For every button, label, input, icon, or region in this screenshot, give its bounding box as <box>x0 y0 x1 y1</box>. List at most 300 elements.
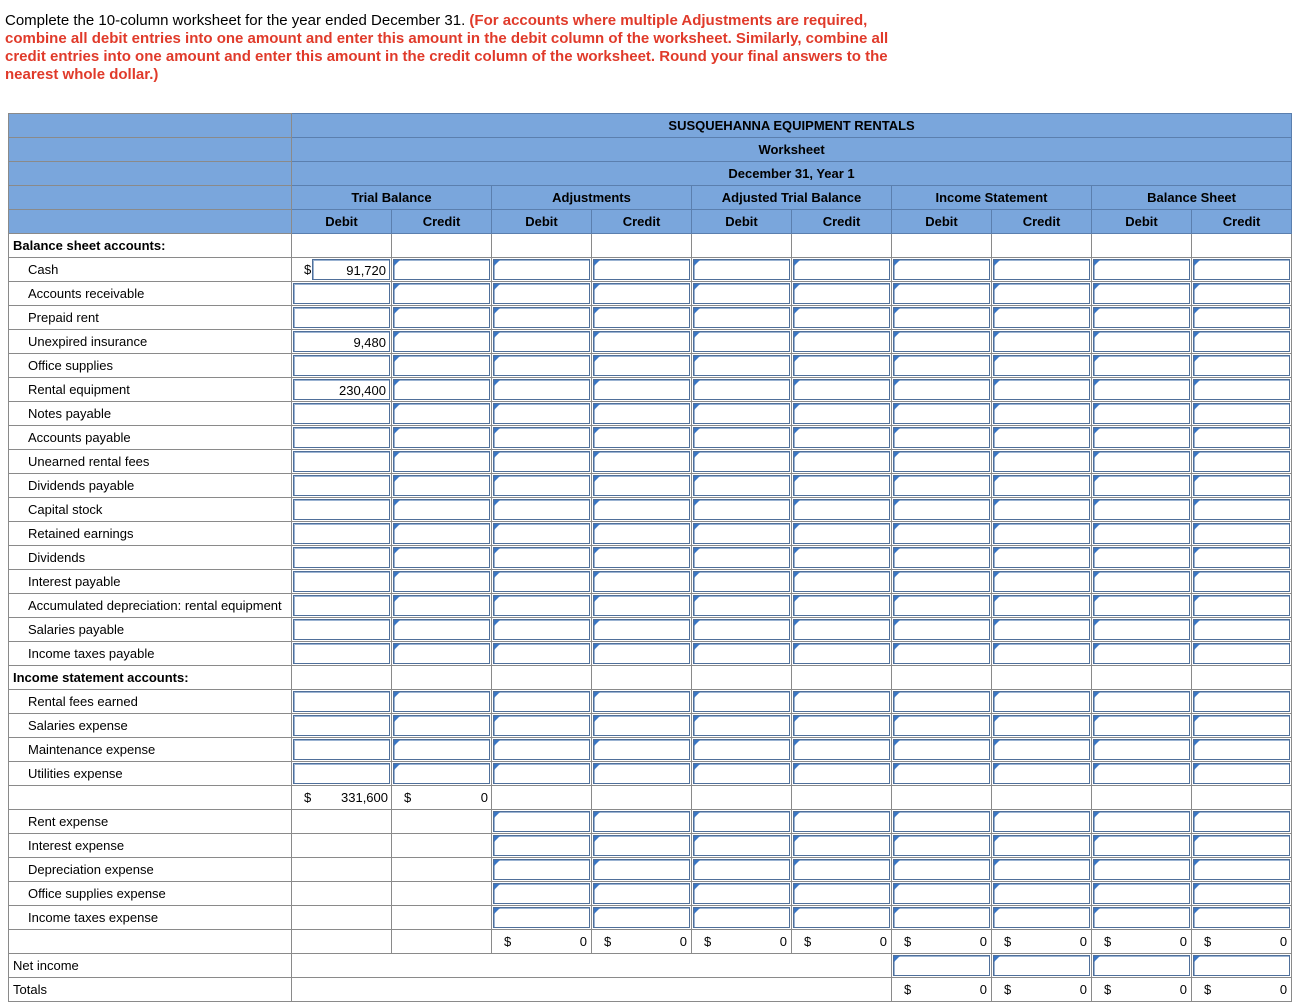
amount-input[interactable] <box>993 763 1090 784</box>
entry-cell[interactable] <box>692 258 792 282</box>
amount-input[interactable] <box>1093 763 1190 784</box>
entry-cell[interactable] <box>1092 738 1192 762</box>
entry-cell[interactable] <box>1092 306 1192 330</box>
amount-input[interactable] <box>793 835 890 856</box>
amount-input[interactable] <box>693 331 790 352</box>
amount-input[interactable] <box>1193 523 1290 544</box>
amount-input[interactable] <box>293 331 390 352</box>
entry-cell[interactable] <box>792 498 892 522</box>
amount-input[interactable] <box>793 811 890 832</box>
amount-input[interactable] <box>1193 715 1290 736</box>
entry-cell[interactable] <box>1192 618 1292 642</box>
entry-cell[interactable] <box>692 618 792 642</box>
entry-cell[interactable] <box>592 762 692 786</box>
amount-input[interactable] <box>493 859 590 880</box>
entry-cell[interactable] <box>692 474 792 498</box>
tb-debit-cell[interactable] <box>292 282 392 306</box>
amount-input[interactable] <box>1093 859 1190 880</box>
amount-input[interactable] <box>893 331 990 352</box>
entry-cell[interactable] <box>1192 354 1292 378</box>
tb-debit-cell[interactable] <box>292 306 392 330</box>
entry-cell[interactable] <box>492 282 592 306</box>
amount-input[interactable] <box>1093 811 1190 832</box>
entry-cell[interactable] <box>992 450 1092 474</box>
entry-cell[interactable] <box>792 450 892 474</box>
amount-input[interactable] <box>693 811 790 832</box>
entry-cell[interactable] <box>592 306 692 330</box>
entry-cell[interactable] <box>892 522 992 546</box>
amount-input[interactable] <box>1193 763 1290 784</box>
amount-input[interactable] <box>893 739 990 760</box>
entry-cell[interactable] <box>692 402 792 426</box>
entry-cell[interactable] <box>1092 570 1192 594</box>
amount-input[interactable] <box>293 403 390 424</box>
amount-input[interactable] <box>893 307 990 328</box>
entry-cell[interactable] <box>1192 810 1292 834</box>
amount-input[interactable] <box>493 835 590 856</box>
entry-cell[interactable] <box>1192 402 1292 426</box>
entry-cell[interactable] <box>492 810 592 834</box>
amount-input[interactable] <box>1093 331 1190 352</box>
entry-cell[interactable] <box>1192 762 1292 786</box>
entry-cell[interactable] <box>792 546 892 570</box>
entry-cell[interactable] <box>1192 714 1292 738</box>
entry-cell[interactable] <box>492 906 592 930</box>
amount-input[interactable] <box>893 403 990 424</box>
entry-cell[interactable] <box>892 906 992 930</box>
entry-cell[interactable] <box>892 738 992 762</box>
amount-input[interactable] <box>793 715 890 736</box>
tb-debit-cell[interactable] <box>292 378 392 402</box>
amount-input[interactable] <box>493 619 590 640</box>
amount-input[interactable] <box>693 907 790 928</box>
amount-input[interactable] <box>1093 739 1190 760</box>
tb-credit-cell[interactable] <box>392 546 492 570</box>
amount-input[interactable] <box>393 451 490 472</box>
amount-input[interactable] <box>493 523 590 544</box>
entry-cell[interactable] <box>992 906 1092 930</box>
entry-cell[interactable] <box>792 618 892 642</box>
entry-cell[interactable] <box>892 546 992 570</box>
amount-input[interactable] <box>393 283 490 304</box>
amount-input[interactable] <box>293 283 390 304</box>
amount-input[interactable] <box>493 811 590 832</box>
entry-cell[interactable] <box>992 882 1092 906</box>
entry-cell[interactable] <box>492 882 592 906</box>
entry-cell[interactable] <box>492 426 592 450</box>
tb-credit-cell[interactable] <box>392 330 492 354</box>
entry-cell[interactable] <box>1092 690 1192 714</box>
amount-input[interactable] <box>793 403 890 424</box>
entry-cell[interactable] <box>692 354 792 378</box>
entry-cell[interactable] <box>1192 450 1292 474</box>
amount-input[interactable] <box>493 547 590 568</box>
tb-debit-cell[interactable] <box>292 258 392 282</box>
entry-cell[interactable] <box>592 570 692 594</box>
amount-input[interactable] <box>293 523 390 544</box>
entry-cell[interactable] <box>692 498 792 522</box>
entry-cell[interactable] <box>1192 522 1292 546</box>
entry-cell[interactable] <box>892 306 992 330</box>
amount-input[interactable] <box>493 307 590 328</box>
tb-debit-cell[interactable] <box>292 426 392 450</box>
entry-cell[interactable] <box>992 546 1092 570</box>
entry-cell[interactable] <box>792 810 892 834</box>
amount-input[interactable] <box>893 811 990 832</box>
amount-input[interactable] <box>893 523 990 544</box>
amount-input[interactable] <box>493 763 590 784</box>
entry-cell[interactable] <box>592 450 692 474</box>
entry-cell[interactable] <box>992 810 1092 834</box>
amount-input[interactable] <box>693 835 790 856</box>
amount-input[interactable] <box>693 619 790 640</box>
amount-input[interactable] <box>1193 619 1290 640</box>
amount-input[interactable] <box>793 355 890 376</box>
amount-input[interactable] <box>1093 475 1190 496</box>
entry-cell[interactable] <box>892 474 992 498</box>
tb-credit-cell[interactable] <box>392 354 492 378</box>
entry-cell[interactable] <box>1092 642 1192 666</box>
amount-input[interactable] <box>693 643 790 664</box>
entry-cell[interactable] <box>992 402 1092 426</box>
tb-credit-cell[interactable] <box>392 378 492 402</box>
amount-input[interactable] <box>993 427 1090 448</box>
amount-input[interactable] <box>493 571 590 592</box>
amount-input[interactable] <box>1193 907 1290 928</box>
amount-input[interactable] <box>1093 955 1190 976</box>
entry-cell[interactable] <box>1092 834 1192 858</box>
amount-input[interactable] <box>393 259 490 280</box>
tb-debit-cell[interactable] <box>292 450 392 474</box>
amount-input[interactable] <box>1193 739 1290 760</box>
entry-cell[interactable] <box>1092 858 1192 882</box>
entry-cell[interactable] <box>1192 546 1292 570</box>
amount-input[interactable] <box>893 643 990 664</box>
amount-input[interactable] <box>1093 259 1190 280</box>
amount-input[interactable] <box>293 547 390 568</box>
amount-input[interactable] <box>893 835 990 856</box>
amount-input[interactable] <box>293 451 390 472</box>
entry-cell[interactable] <box>992 474 1092 498</box>
entry-cell[interactable] <box>692 378 792 402</box>
entry-cell[interactable] <box>1092 426 1192 450</box>
tb-debit-cell[interactable] <box>292 546 392 570</box>
amount-input[interactable] <box>793 451 890 472</box>
amount-input[interactable] <box>593 811 690 832</box>
entry-cell[interactable] <box>592 618 692 642</box>
amount-input[interactable] <box>793 379 890 400</box>
amount-input[interactable] <box>1193 475 1290 496</box>
amount-input[interactable] <box>1193 427 1290 448</box>
entry-cell[interactable] <box>792 426 892 450</box>
entry-cell[interactable] <box>792 594 892 618</box>
entry-cell[interactable] <box>1192 882 1292 906</box>
entry-cell[interactable] <box>692 594 792 618</box>
entry-cell[interactable] <box>592 738 692 762</box>
amount-input[interactable] <box>793 307 890 328</box>
entry-cell[interactable] <box>492 714 592 738</box>
amount-input[interactable] <box>893 379 990 400</box>
tb-credit-cell[interactable] <box>392 474 492 498</box>
amount-input[interactable] <box>793 523 890 544</box>
amount-input[interactable] <box>293 379 390 400</box>
amount-input[interactable] <box>893 547 990 568</box>
entry-cell[interactable] <box>892 426 992 450</box>
amount-input[interactable] <box>393 331 490 352</box>
entry-cell[interactable] <box>692 282 792 306</box>
amount-input[interactable] <box>993 259 1090 280</box>
amount-input[interactable] <box>793 691 890 712</box>
amount-input[interactable] <box>693 595 790 616</box>
amount-input[interactable] <box>793 643 890 664</box>
entry-cell[interactable] <box>992 330 1092 354</box>
entry-cell[interactable] <box>592 834 692 858</box>
entry-cell[interactable] <box>892 690 992 714</box>
amount-input[interactable] <box>693 571 790 592</box>
amount-input[interactable] <box>1193 283 1290 304</box>
amount-input[interactable] <box>593 595 690 616</box>
entry-cell[interactable] <box>592 378 692 402</box>
net-income-cell[interactable] <box>992 954 1092 978</box>
tb-credit-cell[interactable] <box>392 738 492 762</box>
entry-cell[interactable] <box>492 330 592 354</box>
entry-cell[interactable] <box>792 474 892 498</box>
entry-cell[interactable] <box>792 642 892 666</box>
amount-input[interactable] <box>1193 811 1290 832</box>
amount-input[interactable] <box>393 355 490 376</box>
tb-credit-cell[interactable] <box>392 426 492 450</box>
entry-cell[interactable] <box>492 258 592 282</box>
entry-cell[interactable] <box>692 306 792 330</box>
entry-cell[interactable] <box>892 594 992 618</box>
amount-input[interactable] <box>893 883 990 904</box>
amount-input[interactable] <box>993 835 1090 856</box>
entry-cell[interactable] <box>492 546 592 570</box>
amount-input[interactable] <box>893 355 990 376</box>
entry-cell[interactable] <box>492 306 592 330</box>
amount-input[interactable] <box>893 763 990 784</box>
amount-input[interactable] <box>1093 499 1190 520</box>
amount-input[interactable] <box>993 355 1090 376</box>
amount-input[interactable] <box>1193 859 1290 880</box>
entry-cell[interactable] <box>992 762 1092 786</box>
entry-cell[interactable] <box>492 834 592 858</box>
entry-cell[interactable] <box>592 354 692 378</box>
entry-cell[interactable] <box>592 906 692 930</box>
amount-input[interactable] <box>1093 571 1190 592</box>
amount-input[interactable] <box>493 691 590 712</box>
amount-input[interactable] <box>693 259 790 280</box>
amount-input[interactable] <box>1093 427 1190 448</box>
amount-input[interactable] <box>593 307 690 328</box>
amount-input[interactable] <box>693 283 790 304</box>
amount-input[interactable] <box>1093 451 1190 472</box>
entry-cell[interactable] <box>592 282 692 306</box>
entry-cell[interactable] <box>992 738 1092 762</box>
entry-cell[interactable] <box>592 498 692 522</box>
entry-cell[interactable] <box>1092 354 1192 378</box>
amount-input[interactable] <box>593 619 690 640</box>
entry-cell[interactable] <box>492 498 592 522</box>
amount-input[interactable] <box>793 331 890 352</box>
amount-input[interactable] <box>993 499 1090 520</box>
entry-cell[interactable] <box>792 522 892 546</box>
amount-input[interactable] <box>993 595 1090 616</box>
amount-input[interactable] <box>1093 691 1190 712</box>
entry-cell[interactable] <box>892 330 992 354</box>
tb-debit-cell[interactable] <box>292 402 392 426</box>
entry-cell[interactable] <box>792 402 892 426</box>
amount-input[interactable] <box>293 355 390 376</box>
entry-cell[interactable] <box>492 354 592 378</box>
amount-input[interactable] <box>993 283 1090 304</box>
amount-input[interactable] <box>693 427 790 448</box>
entry-cell[interactable] <box>1192 474 1292 498</box>
amount-input[interactable] <box>493 355 590 376</box>
entry-cell[interactable] <box>1092 522 1192 546</box>
net-income-cell[interactable] <box>1092 954 1192 978</box>
amount-input[interactable] <box>293 643 390 664</box>
entry-cell[interactable] <box>692 714 792 738</box>
amount-input[interactable] <box>1093 715 1190 736</box>
entry-cell[interactable] <box>892 402 992 426</box>
entry-cell[interactable] <box>592 690 692 714</box>
amount-input[interactable] <box>293 739 390 760</box>
amount-input[interactable] <box>993 859 1090 880</box>
entry-cell[interactable] <box>692 522 792 546</box>
amount-input[interactable] <box>593 691 690 712</box>
entry-cell[interactable] <box>692 642 792 666</box>
entry-cell[interactable] <box>792 282 892 306</box>
entry-cell[interactable] <box>492 762 592 786</box>
entry-cell[interactable] <box>992 714 1092 738</box>
entry-cell[interactable] <box>1192 258 1292 282</box>
amount-input[interactable] <box>793 739 890 760</box>
entry-cell[interactable] <box>992 834 1092 858</box>
amount-input[interactable] <box>293 427 390 448</box>
entry-cell[interactable] <box>692 690 792 714</box>
amount-input[interactable] <box>1093 523 1190 544</box>
amount-input[interactable] <box>893 619 990 640</box>
entry-cell[interactable] <box>792 834 892 858</box>
amount-input[interactable] <box>993 547 1090 568</box>
entry-cell[interactable] <box>692 882 792 906</box>
tb-credit-cell[interactable] <box>392 618 492 642</box>
entry-cell[interactable] <box>992 594 1092 618</box>
amount-input[interactable] <box>793 907 890 928</box>
amount-input[interactable] <box>1093 283 1190 304</box>
amount-input[interactable] <box>993 883 1090 904</box>
amount-input[interactable] <box>993 523 1090 544</box>
entry-cell[interactable] <box>1092 282 1192 306</box>
amount-input[interactable] <box>593 283 690 304</box>
tb-credit-cell[interactable] <box>392 594 492 618</box>
amount-input[interactable] <box>993 619 1090 640</box>
amount-input[interactable] <box>1093 619 1190 640</box>
amount-input[interactable] <box>993 475 1090 496</box>
amount-input[interactable] <box>693 307 790 328</box>
amount-input[interactable] <box>593 331 690 352</box>
tb-debit-cell[interactable] <box>292 762 392 786</box>
entry-cell[interactable] <box>692 450 792 474</box>
entry-cell[interactable] <box>1092 474 1192 498</box>
amount-input[interactable] <box>593 739 690 760</box>
amount-input[interactable] <box>793 763 890 784</box>
amount-input[interactable] <box>493 883 590 904</box>
tb-credit-cell[interactable] <box>392 402 492 426</box>
tb-credit-cell[interactable] <box>392 522 492 546</box>
amount-input[interactable] <box>393 619 490 640</box>
entry-cell[interactable] <box>692 426 792 450</box>
amount-input[interactable] <box>793 859 890 880</box>
entry-cell[interactable] <box>892 834 992 858</box>
entry-cell[interactable] <box>792 762 892 786</box>
entry-cell[interactable] <box>692 906 792 930</box>
amount-input[interactable] <box>693 355 790 376</box>
amount-input[interactable] <box>493 907 590 928</box>
entry-cell[interactable] <box>592 882 692 906</box>
entry-cell[interactable] <box>492 690 592 714</box>
entry-cell[interactable] <box>1192 834 1292 858</box>
amount-input[interactable] <box>1193 259 1290 280</box>
amount-input[interactable] <box>393 571 490 592</box>
amount-input[interactable] <box>893 427 990 448</box>
amount-input[interactable] <box>793 595 890 616</box>
amount-input[interactable] <box>693 715 790 736</box>
entry-cell[interactable] <box>892 810 992 834</box>
tb-credit-cell[interactable] <box>392 258 492 282</box>
entry-cell[interactable] <box>992 858 1092 882</box>
amount-input[interactable] <box>1193 643 1290 664</box>
entry-cell[interactable] <box>992 642 1092 666</box>
entry-cell[interactable] <box>492 474 592 498</box>
amount-input[interactable] <box>593 883 690 904</box>
tb-debit-cell[interactable] <box>292 738 392 762</box>
amount-input[interactable] <box>893 499 990 520</box>
entry-cell[interactable] <box>992 498 1092 522</box>
entry-cell[interactable] <box>1092 906 1192 930</box>
amount-input[interactable] <box>993 691 1090 712</box>
entry-cell[interactable] <box>592 522 692 546</box>
amount-input[interactable] <box>993 715 1090 736</box>
entry-cell[interactable] <box>1092 330 1192 354</box>
entry-cell[interactable] <box>592 258 692 282</box>
amount-input[interactable] <box>993 571 1090 592</box>
entry-cell[interactable] <box>992 522 1092 546</box>
amount-input[interactable] <box>493 475 590 496</box>
entry-cell[interactable] <box>992 426 1092 450</box>
entry-cell[interactable] <box>1192 858 1292 882</box>
tb-credit-cell[interactable] <box>392 642 492 666</box>
amount-input[interactable] <box>693 403 790 424</box>
amount-input[interactable] <box>1093 595 1190 616</box>
entry-cell[interactable] <box>492 570 592 594</box>
entry-cell[interactable] <box>1092 762 1192 786</box>
entry-cell[interactable] <box>692 810 792 834</box>
amount-input[interactable] <box>893 907 990 928</box>
amount-input[interactable] <box>393 499 490 520</box>
entry-cell[interactable] <box>492 858 592 882</box>
entry-cell[interactable] <box>792 258 892 282</box>
entry-cell[interactable] <box>1092 546 1192 570</box>
amount-input[interactable] <box>1093 547 1190 568</box>
entry-cell[interactable] <box>792 378 892 402</box>
entry-cell[interactable] <box>892 354 992 378</box>
entry-cell[interactable] <box>892 858 992 882</box>
amount-input[interactable] <box>593 763 690 784</box>
amount-input[interactable] <box>493 259 590 280</box>
amount-input[interactable] <box>593 643 690 664</box>
